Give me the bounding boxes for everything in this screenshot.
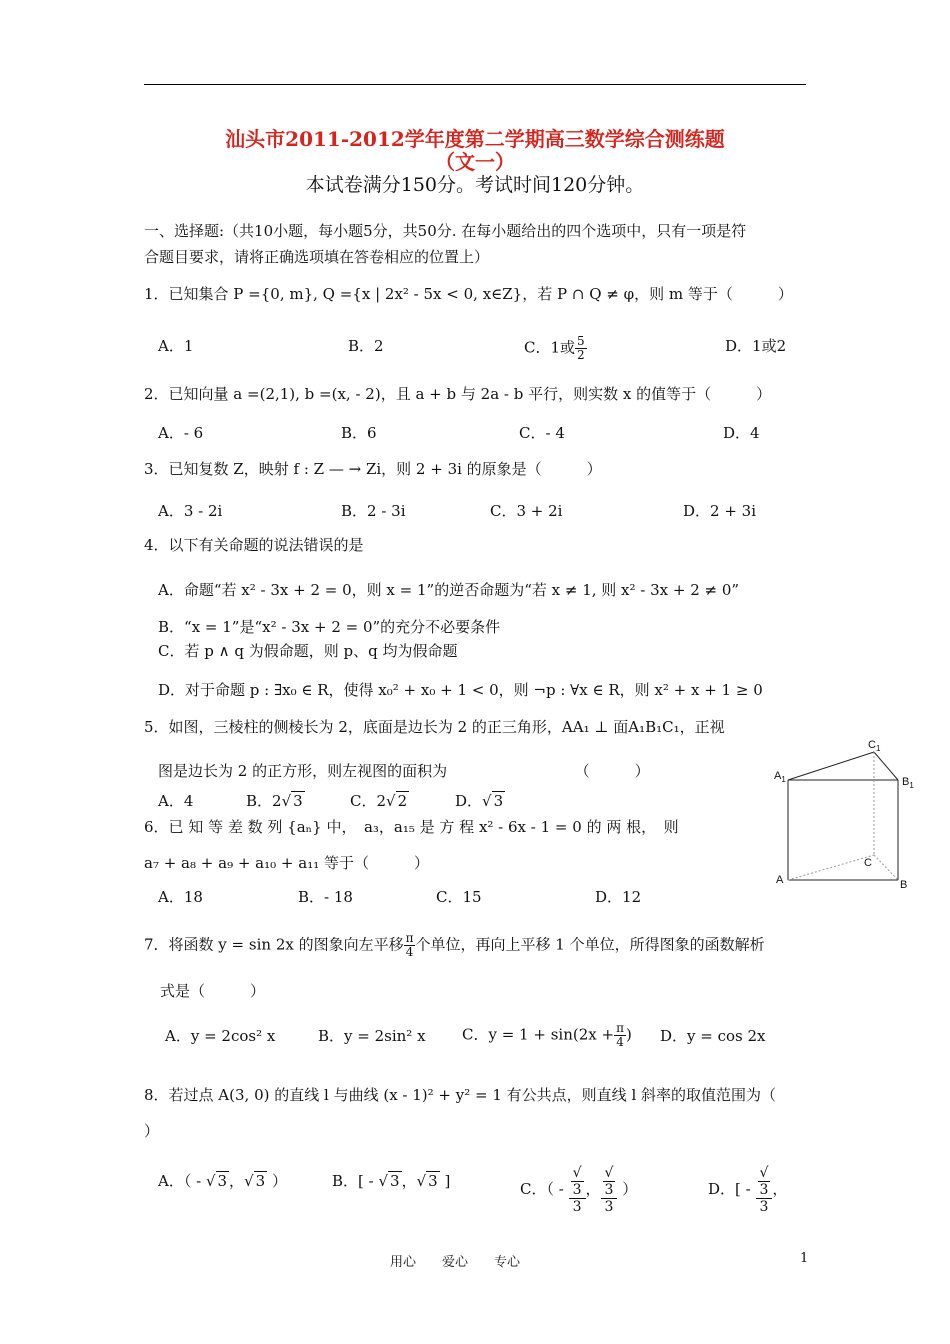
q7-stem-pre: 7．将函数 y = sin 2x 的图象向左平移 (144, 935, 404, 954)
q8-option-b: B．[ - √ 3 ，√ 3 ] (332, 1172, 451, 1190)
exam-info: 本试卷满分150分。考试时间120分钟。 (305, 174, 645, 196)
q8-d-denominator: 3 (759, 1199, 769, 1215)
edge-c-b-hidden (874, 855, 898, 880)
q8-c-radicand-1: 3 (572, 1182, 582, 1198)
q6-option-c: C．15 (436, 888, 482, 906)
edge-c1-b1 (874, 752, 898, 780)
q1-c-numerator: 5 (577, 334, 585, 348)
prism-figure (770, 735, 920, 895)
q8-c-denominator-2: 3 (604, 1199, 614, 1215)
q1-option-d: D．1或2 (725, 337, 787, 355)
q8-d-pre: D．[ - (708, 1180, 751, 1198)
label-a: A (776, 874, 784, 886)
q7-stem-fraction (404, 932, 416, 959)
q6-stem-line2: a₇ + a₈ + a₉ + a₁₀ + a₁₁ 等于（ ） (144, 854, 429, 872)
edge-a-c-hidden (788, 855, 874, 880)
q1-c-denominator: 2 (577, 348, 585, 362)
label-b1: $B_1$ (902, 776, 914, 790)
q8-c-fraction-2: √ 3 3 (601, 1165, 618, 1215)
page-title: 汕头市2011-2012学年度第二学期高三数学综合测练题 (225, 127, 725, 151)
q2-option-b: B．6 (341, 424, 377, 442)
q5-c-radicand: 2 (397, 792, 408, 810)
q4-stem: 4．以下有关命题的说法错误的是 (144, 536, 364, 554)
q1-option-a: A．1 (158, 337, 194, 355)
top-rule (144, 84, 806, 85)
q5-option-c: C．2√ 2 (350, 792, 408, 810)
q8-c-post: ） (622, 1180, 638, 1198)
q8-a-pre: A．（ - (158, 1172, 202, 1190)
q6-option-d: D．12 (595, 888, 642, 906)
q7-c-pre: C．y = 1 + sin(2x + (462, 1025, 615, 1044)
q4-option-d: D．对于命题 p : ∃x₀ ∈ R，使得 x₀² + x₀ + 1 < 0，则 ¬p : ∀x ∈ R，则 x² + x + 1 ≥ 0 (158, 681, 763, 699)
q5-option-b: B．2√ 3 (246, 792, 303, 810)
q6-option-b: B．- 18 (298, 888, 353, 906)
q8-b-post: ] (444, 1172, 451, 1190)
q7-stem-numerator: π (405, 931, 414, 945)
q8-d-radicand: 3 (759, 1182, 769, 1198)
q8-option-d: D．[ - √ 3 3 ， (708, 1165, 788, 1215)
q5-option-a: A．4 (158, 792, 194, 810)
q5-d-radicand: 3 (493, 792, 504, 810)
footer-motto: 用心 爱心 专心 (390, 1255, 521, 1270)
q8-b-comma: ， (401, 1172, 417, 1190)
q8-b-radicand-2: 3 (428, 1172, 438, 1190)
q7-stem-denominator: 4 (405, 945, 414, 959)
q5-option-d: D．√ 3 (455, 792, 504, 810)
q8-b-radicand-1: 3 (390, 1172, 400, 1190)
q7-c-fraction (614, 1022, 626, 1049)
label-c: C (864, 857, 872, 869)
q8-c-pre: C．（ - (520, 1180, 564, 1198)
q8-a-radicand-1: 3 (217, 1172, 228, 1190)
edge-a1-c1 (788, 752, 874, 780)
q8-c-fraction-1: √ 3 3 (569, 1165, 586, 1215)
q7-stem-line2: 式是（ ） (160, 982, 266, 1000)
q7-option-a: A．y = 2cos² x (165, 1027, 276, 1045)
q5-b-radicand: 3 (293, 792, 303, 810)
page-title-sub: （文一） (435, 150, 515, 174)
q6-option-a: A．18 (158, 888, 203, 906)
q8-a-comma: ， (229, 1172, 245, 1190)
q5-d-text: D． (455, 792, 483, 810)
label-a1: $A_1$ (774, 770, 786, 784)
q7-option-c (462, 1022, 632, 1049)
q2-option-a: A．- 6 (158, 424, 204, 442)
label-b: B (900, 879, 908, 891)
label-c1: $C_1$ (868, 739, 881, 753)
q8-option-c: C．（ - √ 3 3 ， √ 3 3 ） (520, 1165, 638, 1215)
q5-stem-line2: 图是边长为 2 的正方形，则左视图的面积为 （ ） (158, 762, 650, 780)
q8-d-fraction: √ 3 3 (756, 1165, 773, 1215)
q8-option-a: A．（ - √ 3 ，√ 3 ） (158, 1172, 287, 1190)
section-intro-line2: 合题目要求，请将正确选项填在答卷相应的位置上） (144, 248, 490, 266)
q5-stem-line1: 5．如图，三棱柱的侧棱长为 2，底面是边长为 2 的正三角形，AA₁ ⊥ 面A₁B₁C₁，正视 (144, 718, 725, 736)
q8-a-radicand-2: 3 (255, 1172, 266, 1190)
q1-option-b: B．2 (348, 337, 384, 355)
q1-option-c (524, 335, 587, 362)
q4-option-a: A．命题“若 x² - 3x + 2 = 0，则 x = 1”的逆否命题为“若 x ≠ 1, 则 x² - 3x + 2 ≠ 0” (158, 581, 740, 599)
q7-option-b: B．y = 2sin² x (318, 1027, 426, 1045)
q7-option-d: D．y = cos 2x (660, 1027, 766, 1045)
q8-b-pre: B．[ - (332, 1172, 374, 1190)
q1-option-c-fraction (575, 335, 587, 362)
q1-stem: 1．已知集合 P ={0, m}, Q ={x | 2x² - 5x < 0, x∈Z}，若 P ∩ Q ≠ φ，则 m 等于（ ） (144, 285, 793, 303)
q7-c-numerator: π (616, 1021, 624, 1035)
q2-option-d: D．4 (723, 424, 760, 442)
q1-option-c-text: C．1或 (524, 338, 576, 357)
q7-c-denominator: 4 (616, 1035, 624, 1049)
q3-option-d: D．2 + 3i (683, 502, 757, 520)
q4-option-b: B．“x = 1”是“x² - 3x + 2 = 0”的充分不必要条件 (158, 618, 501, 636)
q5-b-text: B．2 (246, 792, 282, 810)
q7-stem-post: 个单位，再向上平移 1 个单位，所得图象的函数解析 (415, 935, 765, 954)
q3-stem: 3．已知复数 Z，映射 f : Z — → Zi，则 2 + 3i 的原象是（ ） (144, 460, 602, 478)
q7-stem-line1 (144, 932, 765, 959)
q4-option-c: C．若 p ∧ q 为假命题，则 p、q 均为假命题 (158, 642, 458, 660)
q7-c-post: ) (625, 1025, 632, 1044)
q2-stem: 2．已知向量 a =(2,1), b =(x, - 2)，且 a + b 与 2a - b 平行，则实数 x 的值等于（ ） (144, 385, 772, 403)
q3-option-c: C．3 + 2i (490, 502, 563, 520)
q8-stem-line1: 8．若过点 A(3, 0) 的直线 l 与曲线 (x - 1)² + y² = 1 有公共点，则直线 l 斜率的取值范围为（ (144, 1086, 777, 1104)
q8-stem-line2: ） (144, 1122, 160, 1140)
q6-stem-line1: 6．已 知 等 差 数 列 {aₙ} 中， a₃，a₁₅ 是 方 程 x² - 6x - 1 = 0 的 两 根， 则 (144, 818, 679, 836)
q8-a-post: ） (271, 1172, 287, 1190)
q5-c-text: C．2 (350, 792, 387, 810)
q8-c-radicand-2: 3 (604, 1182, 614, 1198)
q3-option-a: A．3 - 2i (158, 502, 223, 520)
q3-option-b: B．2 - 3i (341, 502, 406, 520)
q8-c-denominator-1: 3 (572, 1199, 582, 1215)
page-number: 1 (800, 1251, 809, 1266)
section-intro-line1: 一、选择题:（共10小题，每小题5分，共50分. 在每小题给出的四个选项中，只有一项是符 (144, 222, 747, 240)
q2-option-c: C．- 4 (519, 424, 565, 442)
